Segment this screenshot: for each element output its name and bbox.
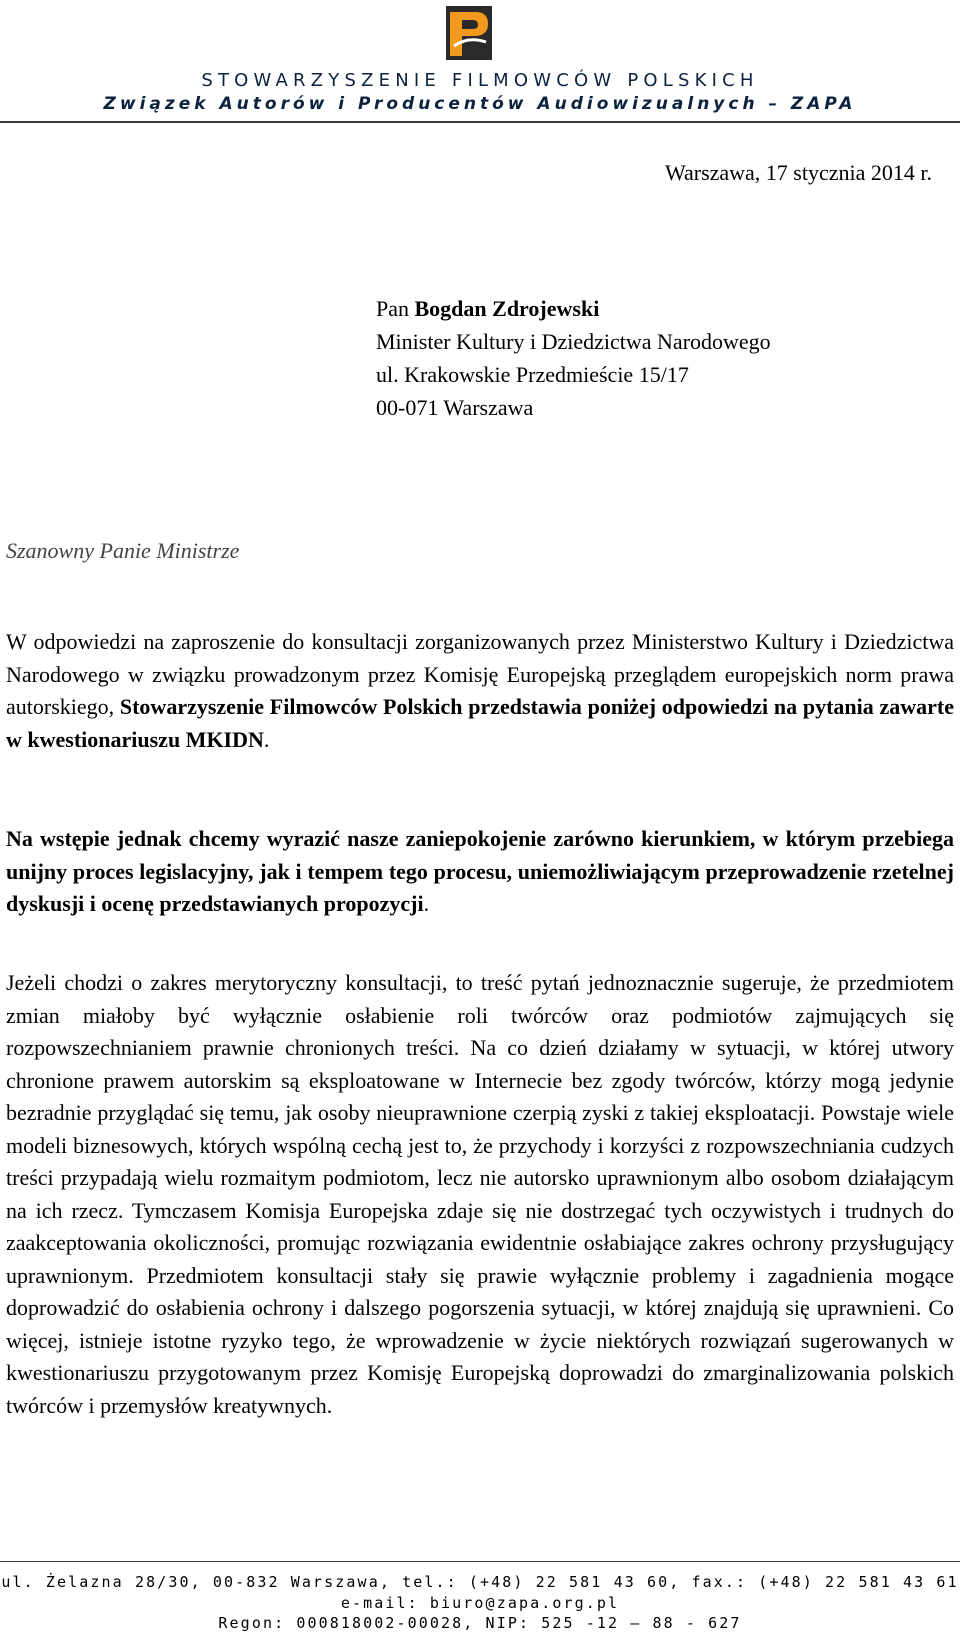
org-subtitle: Związek Autorów i Producentów Audiowizualnych – ZAPA: [103, 94, 857, 114]
paragraph-2: [6, 823, 954, 921]
org-name: STOWARZYSZENIE FILMOWCÓW POLSKICH: [201, 70, 759, 91]
footer-registry: Regon: 000818002-00028, NIP: 525 -12 – 88 - 627: [218, 1614, 742, 1632]
paragraph-2-end: .: [423, 891, 430, 916]
paragraph-1: [6, 626, 954, 756]
recipient-title: Minister Kultury i Dziedzictwa Narodowego: [376, 329, 771, 354]
recipient-name-line: [376, 292, 771, 325]
recipient-prefix: Pan: [376, 296, 415, 321]
paragraph-1-text: W odpowiedzi na zaproszenie do konsultacji zorganizowanych przez Ministerstwo Kultury i Dziedzictwa Narodowego w związku prowadzonym przez Komisję Europejską przeglądem europejskich norm prawa autorskiego,: [6, 629, 954, 719]
recipient-address: [376, 292, 771, 424]
recipient-name: Bogdan Zdrojewski: [414, 296, 600, 321]
footer-email: e-mail: biuro@zapa.org.pl: [340, 1594, 620, 1612]
recipient-street: ul. Krakowskie Przedmieście 15/17: [376, 362, 689, 387]
salutation: Szanowny Panie Ministrze: [6, 538, 240, 563]
paragraph-1-end: .: [263, 726, 270, 752]
paragraph-3: Jeżeli chodzi o zakres merytoryczny konsultacji, to treść pytań jednoznacznie sugeruje, że przedmiotem zmian miałoby być wyłącznie osłabienie roli twórców oraz podmiotów zajmujących się rozpowszechnianiem prawnie chronionych treści. Na co dzień działamy w sytuacji, w której utwory chronione prawem autorskim są eksploatowane w Internecie bez zgody twórców, którzy mogą jedynie bezradnie przyglądać się temu, jak osoby nieuprawnione czerpią zyski z takiej eksploatacji. Powstaje wiele modeli biznesowych, których wspólną cechą jest to, że przychody i korzyści z rozpowszechniania cudzych treści przypadają wielu rozmaitym podmiotom, lecz nie autorsko uprawnionym albo osobom działającym na ich rzecz. Tymczasem Komisja Europejska zdaje się nie dostrzegać tych oczywistych i trudnych do zaakceptowania okoliczności, promując rozwiązania ewidentnie osłabiające zakres ochrony przysługujący uprawnionym. Przedmiotem konsultacji stały się prawie wyłącznie problemy i zagadnienia mogące doprowadzić do osłabienia ochrony i dalszego pogorszenia sytuacji, w której znajdują się uprawnieni. Co więcej, istnieje istotne ryzyko tego, że wprowadzenie w życie niektórych rozwiązań sugerowanych w kwestionariuszu przygotowanym przez Komisję Europejską doprowadzi do zmarginalizowania polskich twórców i przemysłów kreatywnych.: [6, 970, 954, 1418]
paragraph-1-bold: Stowarzyszenie Filmowców Polskich przedstawia poniżej odpowiedzi na pytania zawarte w kwestionariuszu MKIDN: [6, 694, 954, 752]
paragraph-2-bold: Na wstępie jednak chcemy wyrazić nasze zaniepokojenie zarówno kierunkiem, w którym przebiega unijny proces legislacyjny, jak i tempem tego procesu, uniemożliwiającym przeprowadzenie rzetelnej dyskusji i ocenę przedstawianych propozycji: [6, 826, 954, 916]
header-divider: [0, 121, 960, 123]
footer-address: ul. Żelazna 28/30, 00-832 Warszawa, tel.: (+48) 22 581 43 60, fax.: (+48) 22 581 43 61: [1, 1573, 959, 1591]
zapa-logo-icon: [446, 6, 492, 60]
letterhead: [0, 0, 960, 124]
footer-divider: [0, 1561, 960, 1562]
recipient-city: 00-071 Warszawa: [376, 395, 534, 420]
letter-date: Warszawa, 17 stycznia 2014 r.: [664, 160, 932, 185]
